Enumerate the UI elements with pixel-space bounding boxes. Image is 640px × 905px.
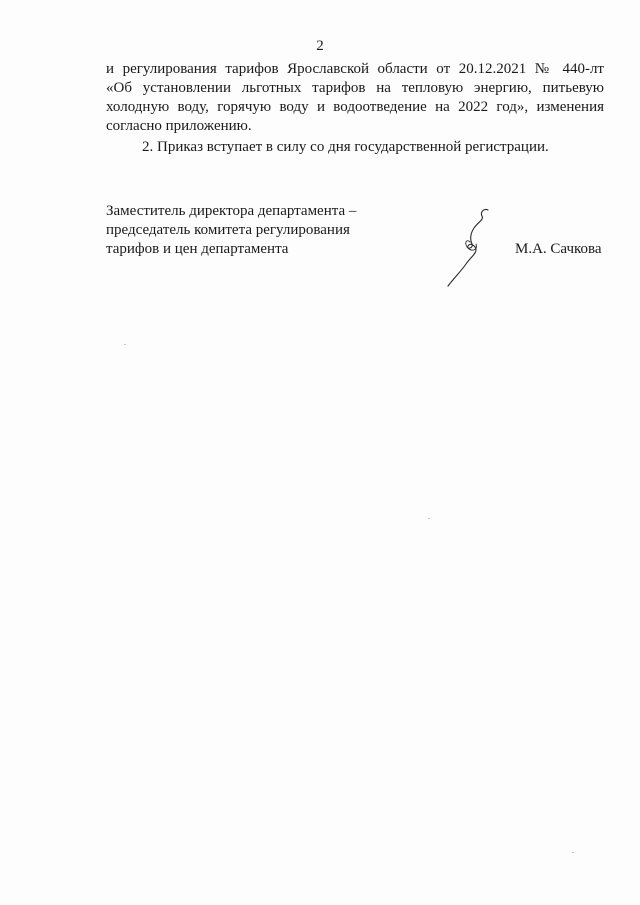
scan-speck — [428, 518, 430, 519]
signatory-title-line: Заместитель директора департамента – — [106, 203, 357, 219]
paragraph-1-line: согласно приложению. — [106, 118, 252, 134]
paragraph-1 — [106, 60, 604, 136]
signatory-title-line: председатель комитета регулирования — [106, 222, 350, 238]
scan-speck — [124, 344, 126, 345]
scan-speck — [572, 852, 574, 853]
signatory-title — [106, 202, 356, 259]
paragraph-1-line: «Об установлении льготных тарифов на тепловую энергию, питьевую — [106, 80, 604, 96]
paragraph-1-line: и регулирования тарифов Ярославской области от 20.12.2021 № 440-лт — [106, 61, 604, 77]
paragraph-1-line: холодную воду, горячую воду и водоотведение на 2022 год», изменения — [106, 99, 604, 115]
signatory-title-line: тарифов и цен департамента — [106, 241, 289, 257]
handwritten-signature — [440, 206, 500, 290]
signatory-name: М.А. Сачкова — [515, 241, 602, 257]
page-number: 2 — [316, 38, 324, 54]
paragraph-2: 2. Приказ вступает в силу со дня государственной регистрации. — [142, 139, 549, 155]
document-body — [106, 60, 604, 157]
